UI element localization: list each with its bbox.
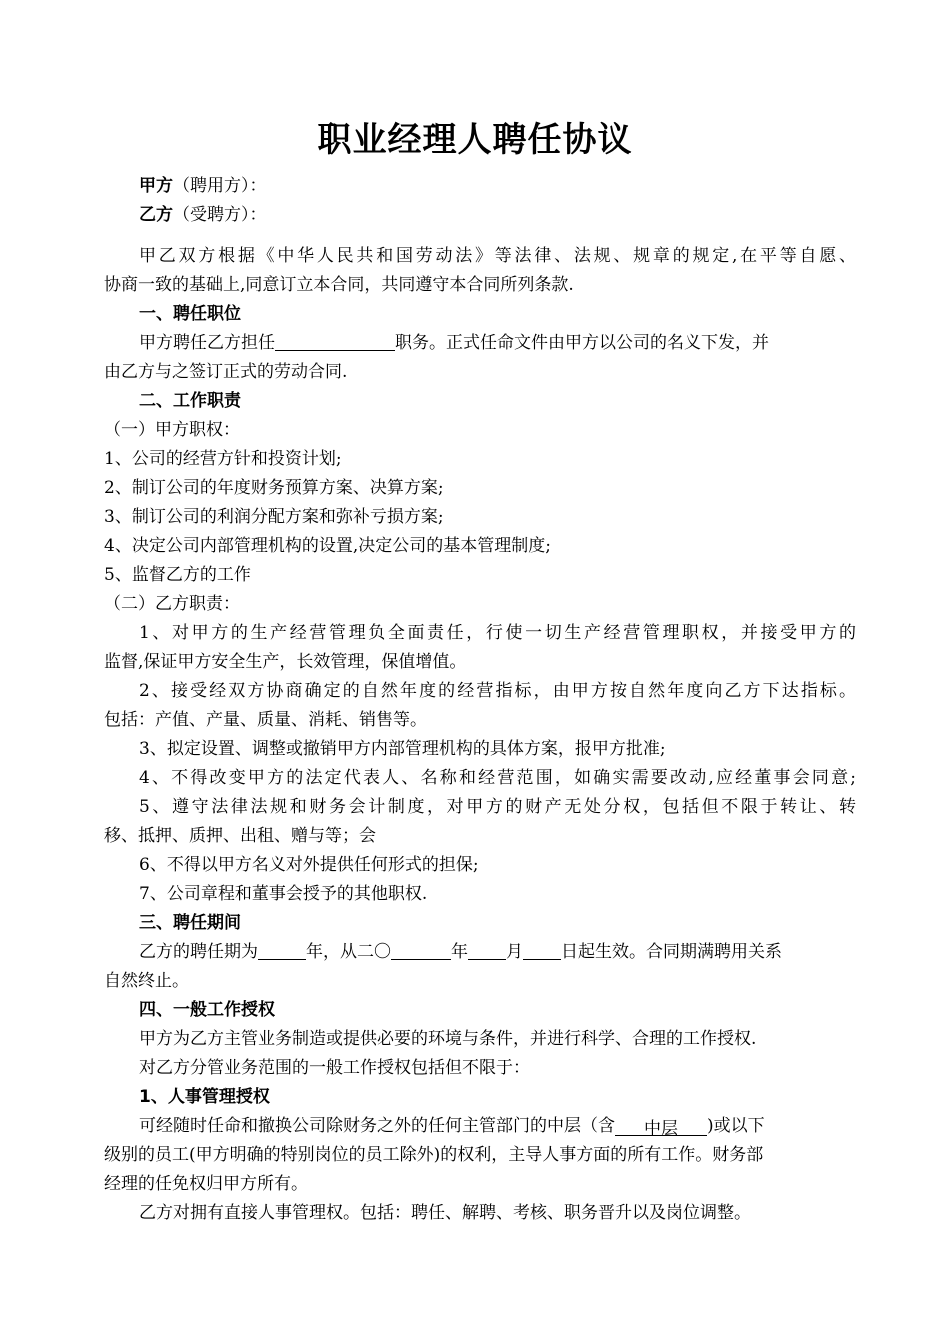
section-2-heading: 二、工作职责 xyxy=(139,391,241,411)
text-segment: 职务。正式任命文件由甲方以公司的名义下发，并 xyxy=(395,333,769,353)
level-blank: 中层 xyxy=(615,1115,707,1136)
list-item: 4、不得改变甲方的法定代表人、名称和经营范围，如确实需要改动,应经董事会同意; xyxy=(139,768,856,788)
document-body xyxy=(104,172,856,1228)
list-item: 6、不得以甲方名义对外提供任何形式的担保; xyxy=(139,855,479,875)
hr-line-1 xyxy=(104,1112,856,1141)
section-1-para-line-2: 由乙方与之签订正式的劳动合同. xyxy=(104,362,348,382)
list-item: 3、拟定设置、调整或撤销甲方内部管理机构的具体方案，报甲方批准; xyxy=(139,739,666,759)
party-b-line xyxy=(104,201,856,230)
list-item-continued: 移、抵押、质押、出租、赠与等；会 xyxy=(104,826,376,846)
text-segment: 年，从二〇 xyxy=(306,942,391,962)
preamble-line-1: 甲乙双方根据《中华人民共和国劳动法》等法律、法规、规章的规定,在平等自愿、 xyxy=(139,246,856,266)
preamble-line-2: 协商一致的基础上,同意订立本合同，共同遵守本合同所列条款. xyxy=(104,275,574,295)
list-item: 1、对甲方的生产经营管理负全面责任，行使一切生产经营管理职权，并接受甲方的 xyxy=(139,623,856,643)
list-item-continued: 包括：产值、产量、质量、消耗、销售等。 xyxy=(104,710,427,730)
section-4-para-1: 甲方为乙方主管业务制造或提供必要的环境与条件，并进行科学、合理的工作授权. xyxy=(139,1029,757,1049)
list-item: 5、监督乙方的工作 xyxy=(104,565,251,585)
party-b-label: 乙方 xyxy=(139,205,173,225)
text-segment: )或以下 xyxy=(707,1116,765,1136)
list-item-continued: 监督,保证甲方安全生产，长效管理，保值增值。 xyxy=(104,652,467,672)
list-item: 4、决定公司内部管理机构的设置,决定公司的基本管理制度; xyxy=(104,536,551,556)
list-item: 7、公司章程和董事会授予的其他职权. xyxy=(139,884,428,904)
section-4-heading: 四、一般工作授权 xyxy=(139,1000,275,1020)
section-1-heading: 一、聘任职位 xyxy=(139,304,241,324)
text-segment: 乙方的聘任期为 xyxy=(139,942,258,962)
text-segment: 可经随时任命和撤换公司除财务之外的任何主管部门的中层（含 xyxy=(139,1116,615,1136)
duty-blank xyxy=(275,330,395,351)
hr-line-4: 乙方对拥有直接人事管理权。包括：聘任、解聘、考核、职务晋升以及岗位调整。 xyxy=(139,1203,751,1223)
section-1-para-line-1 xyxy=(104,329,856,358)
day-blank xyxy=(523,939,561,960)
term-line-2: 自然终止。 xyxy=(104,971,189,991)
list-item: 5、遵守法律法规和财务会计制度，对甲方的财产无处分权，包括但不限于转让、转 xyxy=(139,797,856,817)
list-item: 2、接受经双方协商确定的自然年度的经营指标，由甲方按自然年度向乙方下达指标。 xyxy=(139,681,856,701)
text-segment: 甲方聘任乙方担任 xyxy=(139,333,275,353)
years-blank xyxy=(258,939,306,960)
term-line xyxy=(104,938,856,967)
party-a-line xyxy=(104,172,856,201)
party-b-note: （受聘方）： xyxy=(173,205,267,225)
party-a-note: （聘用方）： xyxy=(173,176,267,196)
document-title: 职业经理人聘任协议 xyxy=(317,120,633,160)
month-blank xyxy=(468,939,506,960)
party-b-duties-label: （二）乙方职责： xyxy=(104,594,240,614)
hr-line-3: 经理的任免权归甲方所有。 xyxy=(104,1174,308,1194)
text-segment: 年 xyxy=(451,942,468,962)
list-item: 3、制订公司的利润分配方案和弥补亏损方案; xyxy=(104,507,444,527)
year-blank xyxy=(391,939,451,960)
party-a-label: 甲方 xyxy=(139,176,173,196)
hr-line-2: 级别的员工(甲方明确的特别岗位的员工除外)的权利，主导人事方面的所有工作。财务部 xyxy=(104,1145,764,1165)
list-item: 2、制订公司的年度财务预算方案、决算方案; xyxy=(104,478,444,498)
list-item: 1、公司的经营方针和投资计划; xyxy=(104,449,342,469)
section-3-heading: 三、聘任期间 xyxy=(139,913,241,933)
party-a-powers-label: （一）甲方职权： xyxy=(104,420,240,440)
hr-authority-heading: 1、人事管理授权 xyxy=(139,1087,270,1107)
text-segment: 日起生效。合同期满聘用关系 xyxy=(561,942,782,962)
section-4-para-2: 对乙方分管业务范围的一般工作授权包括但不限于： xyxy=(139,1058,530,1078)
text-segment: 月 xyxy=(506,942,523,962)
